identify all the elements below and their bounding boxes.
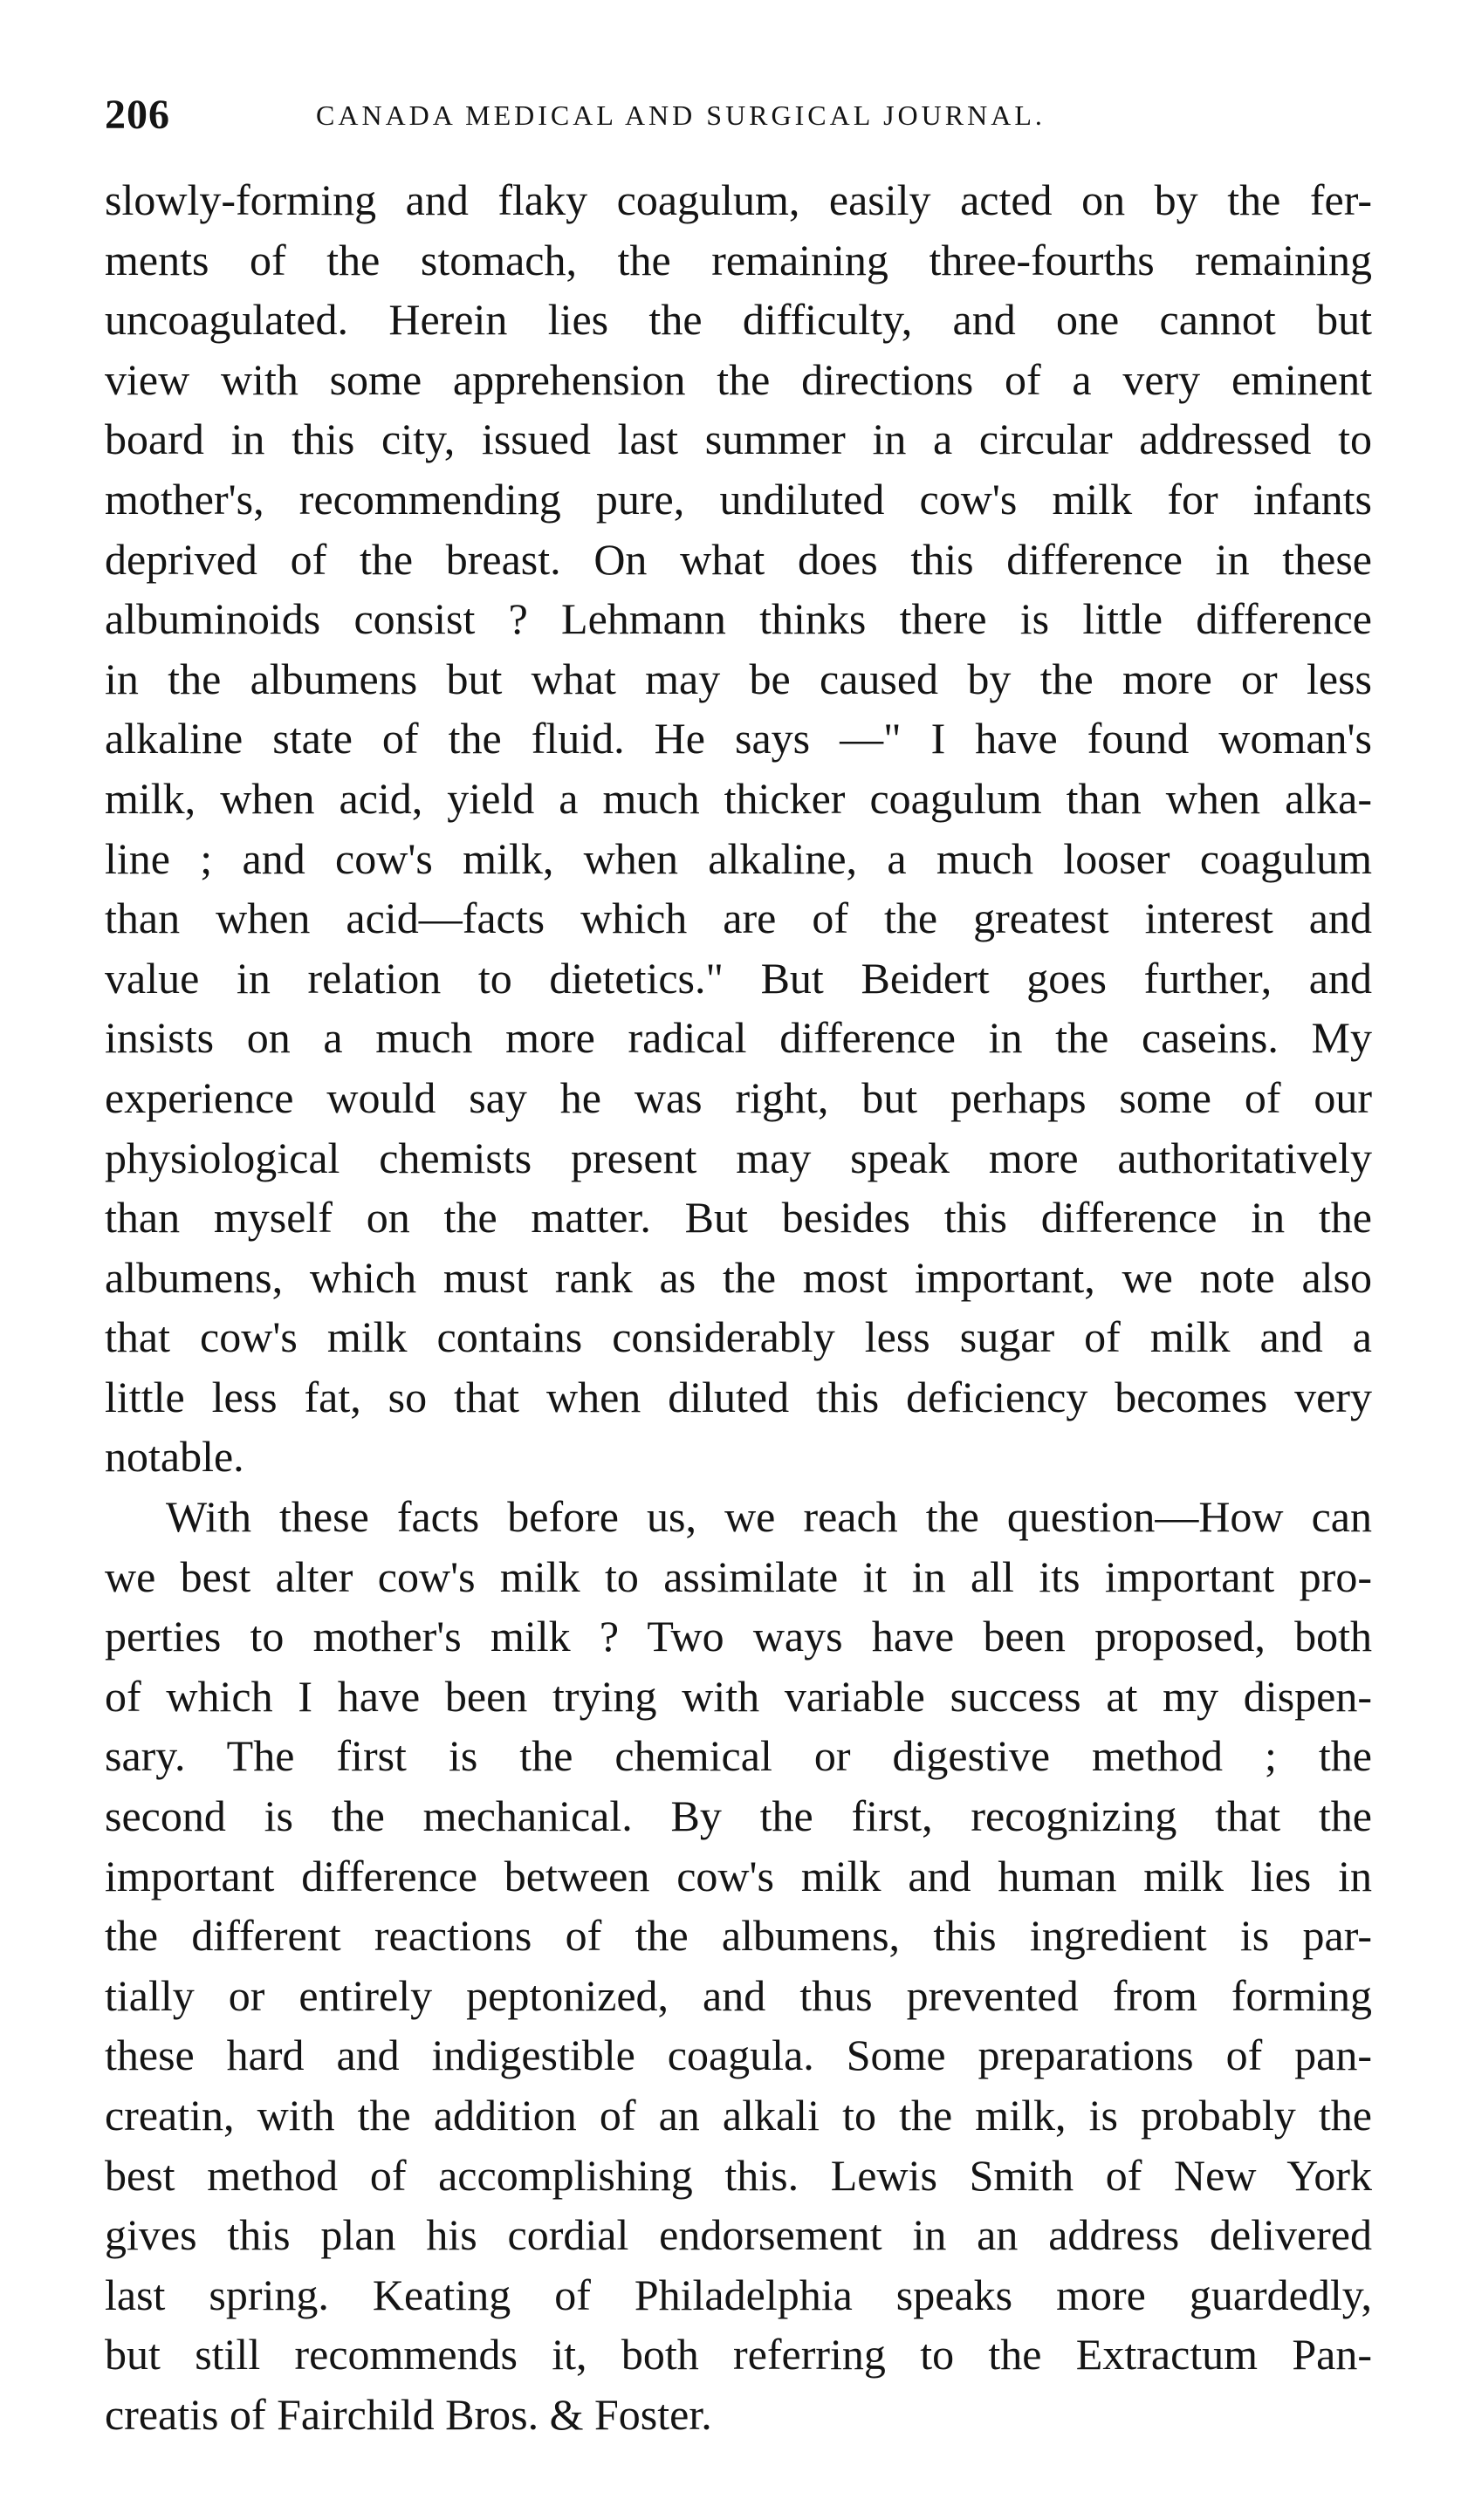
text-line: last spring. Keating of Philadelphia speaks more guardedly, xyxy=(105,2270,1372,2319)
text-line: deprived of the breast. On what does this difference in these xyxy=(105,534,1372,584)
text-line: tially or entirely peptonized, and thus prevented from forming xyxy=(105,1970,1372,2020)
text-line: uncoagulated. Herein lies the difficulty, and one cannot but xyxy=(105,295,1372,345)
text-line: we best alter cow's milk to assimilate it in all its important pro- xyxy=(105,1551,1372,1601)
text-line: alkaline state of the fluid. He says —" I have found woman's xyxy=(105,714,1372,764)
text-line: ments of the stomach, the remaining three-fourths remaining xyxy=(105,235,1372,284)
text-line: best method of accomplishing this. Lewis Smith of New York xyxy=(105,2150,1372,2200)
text-line: creatin, with the addition of an alkali to the milk, is probably the xyxy=(105,2091,1372,2140)
text-line: With these facts before us, we reach the question—How can xyxy=(166,1492,1372,1542)
text-line: perties to mother's milk ? Two ways have been proposed, both xyxy=(105,1612,1372,1661)
paragraph xyxy=(105,1487,1372,2445)
page-number: 206 xyxy=(105,92,170,138)
text-line: than when acid—facts which are of the greatest interest and xyxy=(105,894,1372,943)
text-line: experience would say he was right, but perhaps some of our xyxy=(105,1072,1372,1122)
text-line: view with some apprehension the directions of a very eminent xyxy=(105,354,1372,404)
text-line: board in this city, issued last summer in a circular addressed to xyxy=(105,414,1372,464)
text-line: than myself on the matter. But besides this difference in the xyxy=(105,1193,1372,1243)
text-line: physiological chemists present may speak more authoritatively xyxy=(105,1133,1372,1182)
text-line: gives this plan his cordial endorsement in an address delivered xyxy=(105,2210,1372,2260)
text-line: creatis of Fairchild Bros. & Foster. xyxy=(105,2389,712,2439)
text-line: notable. xyxy=(105,1432,244,1482)
running-head: CANADA MEDICAL AND SURGICAL JOURNAL. xyxy=(316,99,1046,131)
text-line: second is the mechanical. By the first, recognizing that the xyxy=(105,1791,1372,1841)
paragraph xyxy=(105,170,1372,1487)
text-line: value in relation to dietetics." But Beidert goes further, and xyxy=(105,953,1372,1003)
text-line: milk, when acid, yield a much thicker coagulum than when alka- xyxy=(105,773,1372,823)
text-line: slowly-forming and flaky coagulum, easily acted on by the fer- xyxy=(105,175,1372,224)
text-line: insists on a much more radical difference in the caseins. My xyxy=(105,1013,1372,1063)
text-line: of which I have been trying with variable success at my dispen- xyxy=(105,1671,1372,1721)
text-line: these hard and indigestible coagula. Some preparations of pan- xyxy=(105,2030,1372,2080)
text-line: in the albumens but what may be caused by the more or less xyxy=(105,654,1372,703)
text-line: mother's, recommending pure, undiluted cow's milk for infants xyxy=(105,474,1372,524)
page-header xyxy=(105,87,1362,148)
text-line: important difference between cow's milk and human milk lies in xyxy=(105,1851,1372,1900)
text-line: sary. The first is the chemical or digestive method ; the xyxy=(105,1731,1372,1781)
text-line: albumens, which must rank as the most important, we note also xyxy=(105,1252,1372,1302)
text-line: line ; and cow's milk, when alkaline, a much looser coagulum xyxy=(105,833,1372,883)
text-line: but still recommends it, both referring to the Extractum Pan- xyxy=(105,2330,1372,2380)
text-line: that cow's milk contains considerably less sugar of milk and a xyxy=(105,1312,1372,1362)
text-line: albuminoids consist ? Lehmann thinks there is little difference xyxy=(105,594,1372,644)
body-text xyxy=(105,170,1372,2445)
text-line: the different reactions of the albumens, this ingredient is par- xyxy=(105,1911,1372,1961)
text-line: little less fat, so that when diluted this deficiency becomes very xyxy=(105,1372,1372,1421)
